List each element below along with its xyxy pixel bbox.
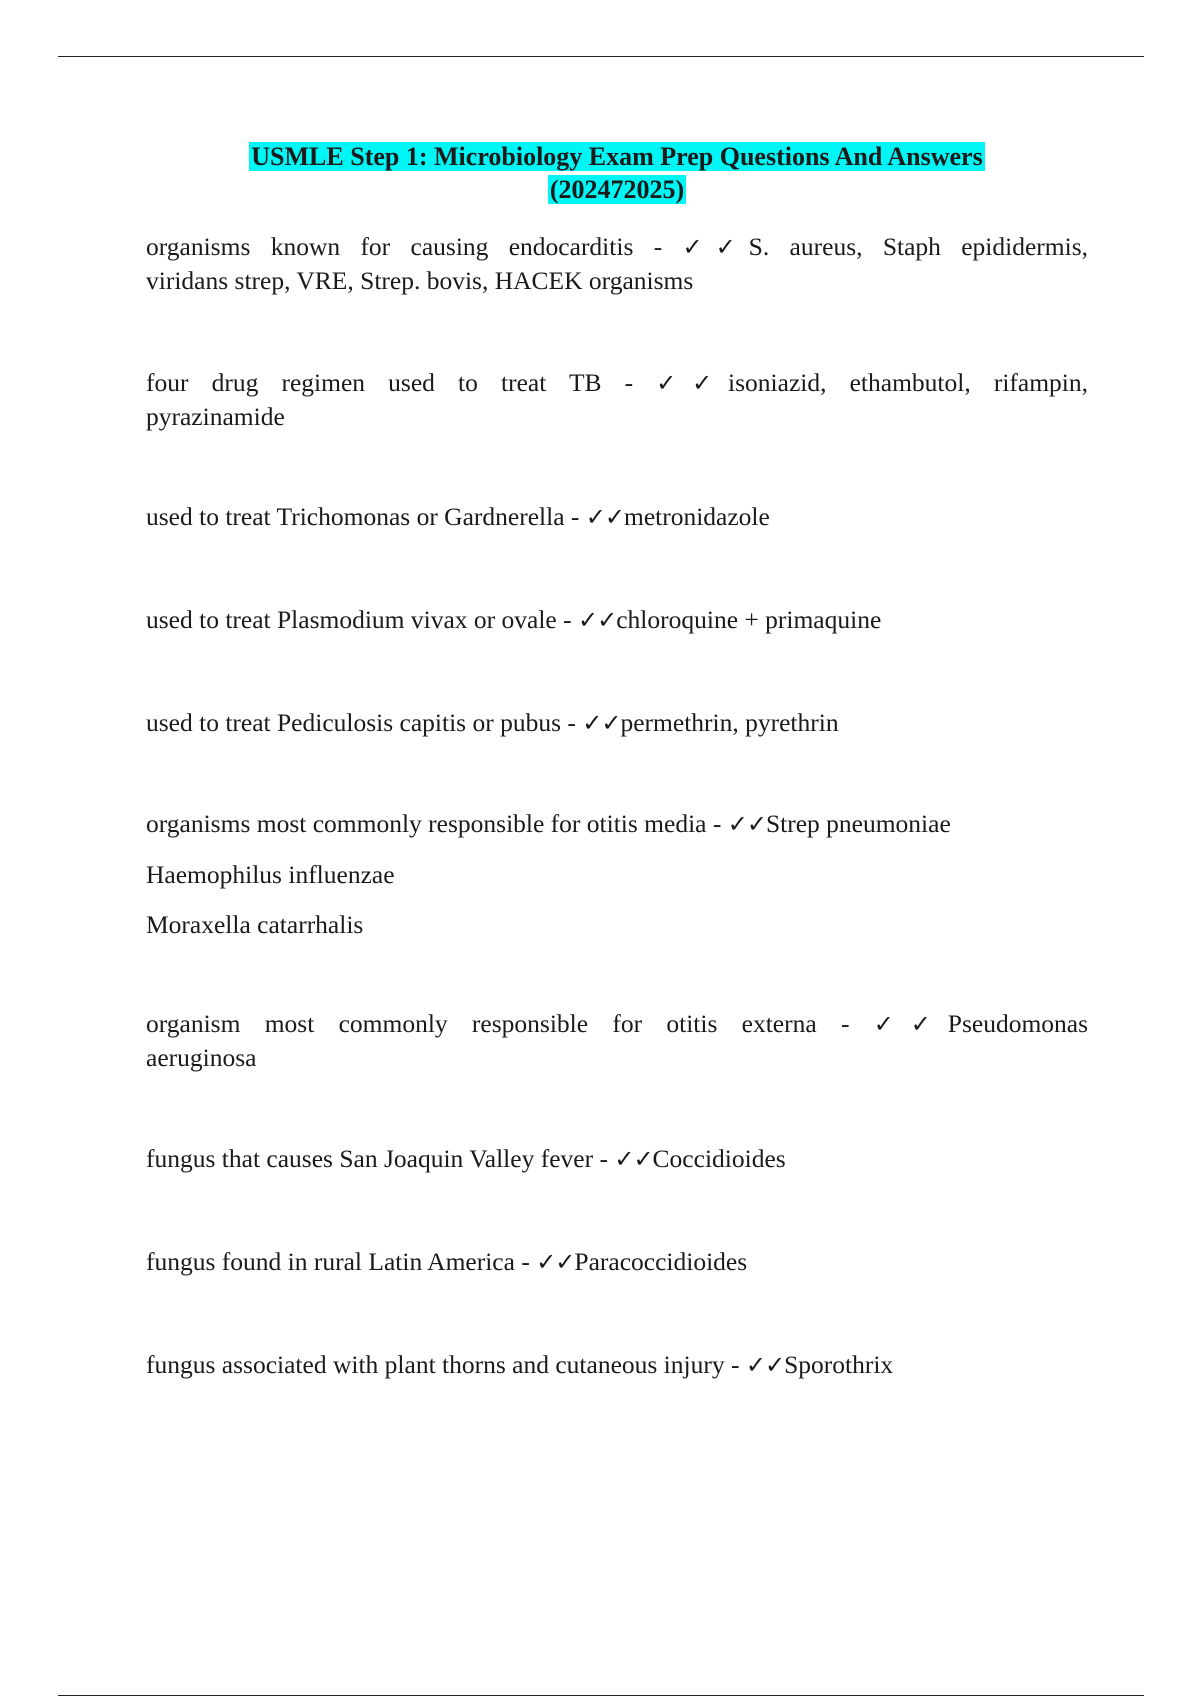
answer-text: Paracoccidioides: [574, 1247, 748, 1276]
title-line-2: (202472025): [549, 175, 685, 204]
answer-text: isoniazid, ethambutol, rifampin,: [728, 368, 1089, 397]
qa-item-otitis-externa: [146, 1007, 1088, 1074]
check-mark-icon: ✓✓: [582, 709, 621, 737]
qa-item-otitis-media: [146, 807, 1088, 941]
check-mark-icon: ✓✓: [614, 1145, 653, 1173]
answer-text: S. aureus, Staph epididermis,: [748, 232, 1089, 261]
question-text: fungus associated with plant thorns and cutaneous injury -: [146, 1350, 746, 1379]
qa-item-plant-thorns: [146, 1348, 1088, 1382]
answer-text: permethrin, pyrethrin: [620, 708, 839, 737]
check-mark-icon: ✓✓: [745, 1351, 785, 1379]
bottom-rule: [58, 1695, 1144, 1696]
question-text: used to treat Pediculosis capitis or pubus -: [146, 708, 583, 737]
answer-continuation: viridans strep, VRE, Strep. bovis, HACEK organisms: [146, 266, 694, 295]
answer-continuation: aeruginosa: [146, 1043, 257, 1072]
question-text: organisms most commonly responsible for otitis media -: [146, 809, 728, 838]
question-text: fungus found in rural Latin America -: [146, 1247, 537, 1276]
answer-text: Sporothrix: [784, 1350, 894, 1379]
question-text: four drug regimen used to treat TB -: [146, 368, 657, 397]
question-text: used to treat Plasmodium vivax or ovale -: [146, 605, 578, 634]
answer-text: metronidazole: [623, 502, 770, 531]
check-mark-icon: ✓✓: [536, 1248, 575, 1276]
question-text: organisms known for causing endocarditis -: [146, 232, 683, 261]
check-mark-icon: ✓✓: [682, 233, 749, 261]
document-title: [146, 140, 1088, 206]
answer-continuation: pyrazinamide: [146, 402, 285, 431]
check-mark-icon: ✓✓: [578, 606, 617, 634]
qa-item-pediculosis: [146, 706, 1088, 740]
check-mark-icon: ✓✓: [873, 1010, 948, 1038]
qa-item-endocarditis: [146, 230, 1088, 297]
answer-extra-line: Haemophilus influenzae: [146, 860, 395, 889]
qa-item-trichomonas: [146, 500, 1088, 534]
answer-extra-line: Moraxella catarrhalis: [146, 910, 364, 939]
qa-item-valley-fever: [146, 1142, 1088, 1176]
question-text: used to treat Trichomonas or Gardnerella -: [146, 502, 586, 531]
qa-item-tb-regimen: [146, 366, 1088, 433]
qa-item-latin-america: [146, 1245, 1088, 1279]
answer-text: Coccidioides: [652, 1144, 786, 1173]
check-mark-icon: ✓✓: [727, 810, 766, 838]
question-text: fungus that causes San Joaquin Valley fever -: [146, 1144, 615, 1173]
answer-text: Strep pneumoniae: [765, 809, 951, 838]
answer-text: Pseudomonas: [947, 1009, 1089, 1038]
title-line-1: USMLE Step 1: Microbiology Exam Prep Questions And Answers: [251, 142, 983, 171]
check-mark-icon: ✓✓: [656, 369, 729, 397]
qa-item-plasmodium: [146, 603, 1088, 637]
top-rule: [58, 56, 1144, 57]
question-text: organism most commonly responsible for otitis externa -: [146, 1009, 874, 1038]
answer-text: chloroquine + primaquine: [616, 605, 882, 634]
check-mark-icon: ✓✓: [585, 503, 624, 531]
